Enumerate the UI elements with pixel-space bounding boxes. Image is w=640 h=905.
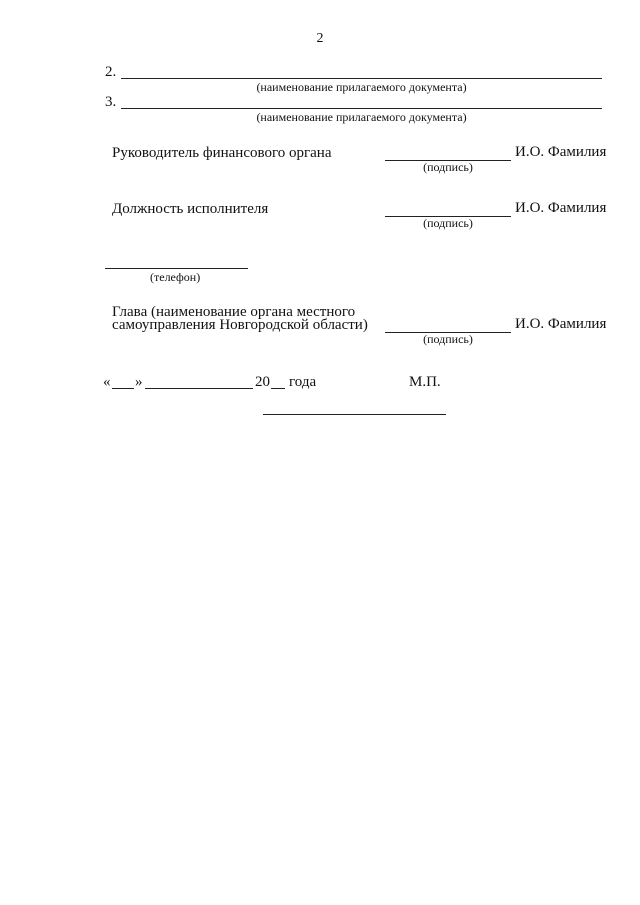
signer-name: И.О. Фамилия — [515, 144, 607, 160]
attachment-caption: (наименование прилагаемого документа) — [256, 80, 467, 94]
head-role-line2: самоуправления Новгородской области) — [112, 317, 368, 333]
date-day-line — [112, 388, 134, 389]
signer-name: И.О. Фамилия — [515, 200, 607, 216]
signature-caption: (подпись) — [423, 216, 473, 230]
finance-head-role: Руководитель финансового органа — [112, 145, 332, 161]
attachment-line — [121, 108, 602, 109]
executor-role: Должность исполнителя — [112, 201, 269, 217]
signature-caption: (подпись) — [423, 332, 473, 346]
signer-name: И.О. Фамилия — [515, 316, 607, 332]
attachment-line — [121, 78, 602, 79]
attachment-number: 2. — [105, 64, 117, 80]
date-year-suffix: года — [289, 374, 317, 390]
seal-label: М.П. — [409, 374, 441, 390]
date-month-line — [145, 388, 253, 389]
attachment-number: 3. — [105, 94, 117, 110]
date-year-line — [271, 388, 285, 389]
date-quote-close: » — [135, 374, 143, 390]
page-number: 2 — [316, 31, 324, 46]
date-quote-open: « — [103, 374, 111, 390]
signature-caption: (подпись) — [423, 160, 473, 174]
phone-line — [105, 268, 248, 269]
phone-caption: (телефон) — [150, 270, 201, 284]
date-year-prefix: 20 — [255, 374, 270, 390]
attachment-caption: (наименование прилагаемого документа) — [256, 110, 467, 124]
closing-divider — [263, 414, 446, 415]
head-role-line1: Глава (наименование органа местного — [112, 304, 356, 320]
